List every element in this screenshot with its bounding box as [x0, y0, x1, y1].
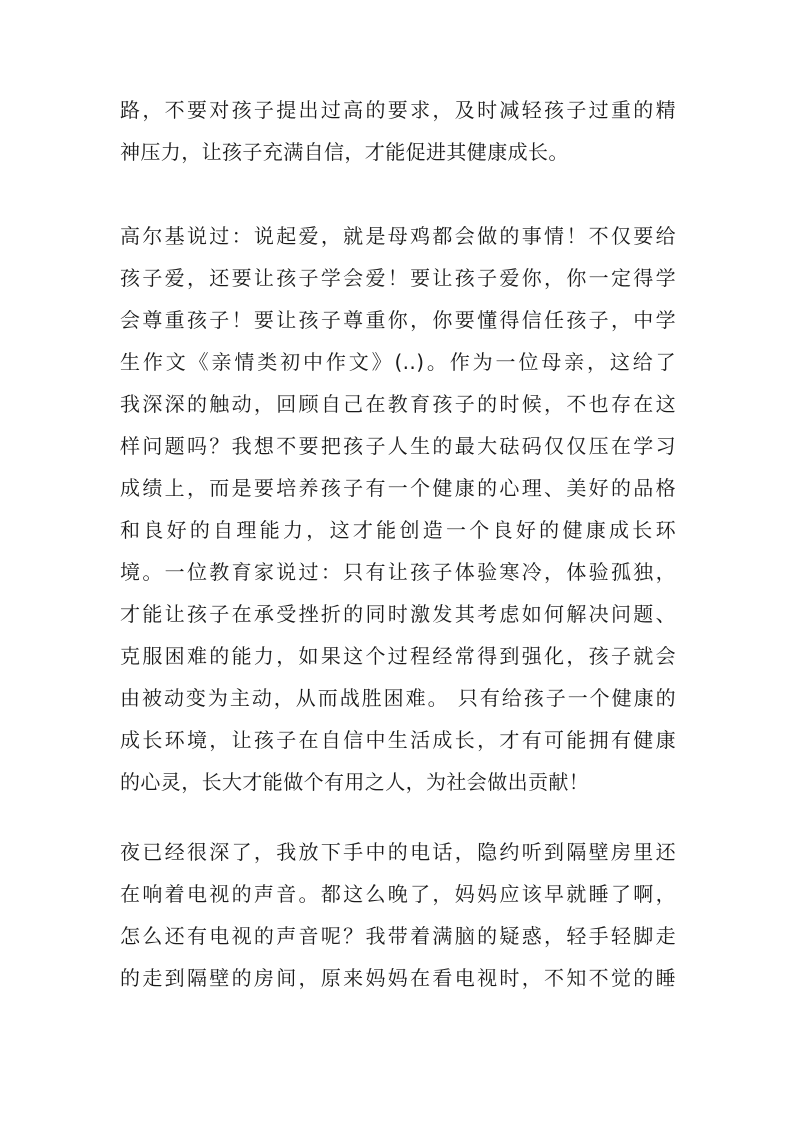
text-line: 路，不要对孩子提出过高的要求，及时减轻孩子过重的精	[120, 98, 676, 122]
text-line: 样问题吗？我想不要把孩子人生的最大砝码仅仅压在学习	[120, 434, 676, 458]
text-line: 在响着电视的声音。都这么晚了，妈妈应该早就睡了啊，	[120, 882, 676, 906]
text-line: 的心灵，长大才能做个有用之人，为社会做出贡献！	[120, 770, 590, 794]
text-line: 高尔基说过：说起爱，就是母鸡都会做的事情！不仅要给	[120, 224, 676, 248]
text-line: 由被动变为主动，从而战胜困难。 只有给孩子一个健康的	[120, 686, 676, 710]
text-line: 神压力，让孩子充满自信，才能促进其健康成长。	[120, 140, 569, 164]
text-line: 夜已经很深了，我放下手中的电话，隐约听到隔壁房里还	[120, 840, 676, 864]
paragraph	[120, 89, 676, 173]
text-line: 和良好的自理能力，这才能创造一个良好的健康成长环	[120, 518, 676, 542]
text-line: 成长环境，让孩子在自信中生活成长，才有可能拥有健康	[120, 728, 676, 752]
text-line: 的走到隔壁的房间，原来妈妈在看电视时，不知不觉的睡	[120, 966, 676, 990]
text-line: 克服困难的能力，如果这个过程经常得到强化，孩子就会	[120, 644, 676, 668]
text-line: 境。一位教育家说过：只有让孩子体验寒冷，体验孤独，	[120, 560, 676, 584]
paragraph	[120, 215, 676, 803]
text-line: 才能让孩子在承受挫折的同时激发其考虑如何解决问题、	[120, 602, 676, 626]
text-line: 成绩上，而是要培养孩子有一个健康的心理、美好的品格	[120, 476, 676, 500]
paragraph	[120, 831, 676, 999]
text-line: 生作文《亲情类初中作文》(..)。作为一位母亲，这给了	[120, 350, 676, 374]
text-line: 怎么还有电视的声音呢？我带着满脑的疑惑，轻手轻脚走	[120, 924, 676, 948]
text-line: 会尊重孩子！要让孩子尊重你，你要懂得信任孩子，中学	[120, 308, 676, 332]
text-line: 我深深的触动，回顾自己在教育孩子的时候，不也存在这	[120, 392, 676, 416]
text-line: 孩子爱，还要让孩子学会爱！要让孩子爱你，你一定得学	[120, 266, 676, 290]
